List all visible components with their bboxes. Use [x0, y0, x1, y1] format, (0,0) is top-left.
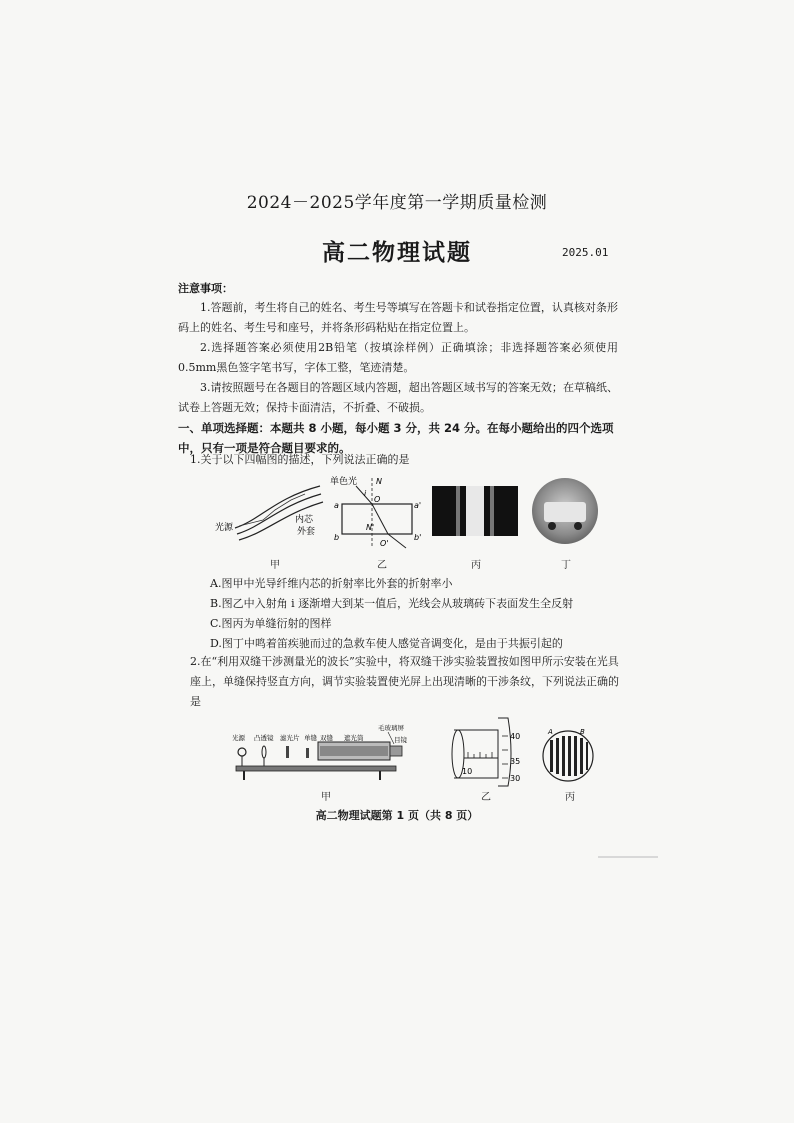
exam-title: 2024－2025学年度第一学期质量检测 — [246, 193, 548, 213]
figure-micrometer-scale — [446, 712, 526, 788]
normal-N-label: N — [376, 477, 382, 486]
figure-glass-block — [330, 474, 430, 550]
notice-item-2: 2.选择题答案必须使用2B铅笔（按填涂样例）正确填涂；非选择题答案必须使用0.5mm黑色签字笔书写，字体工整，笔迹清楚。 — [178, 341, 618, 374]
bench-tube-label: 遮光筒 — [344, 734, 364, 742]
q2-caption-yi: 乙 — [481, 792, 491, 803]
corner-b-label: b — [334, 533, 340, 542]
q1-caption-bing: 丙 — [471, 560, 481, 571]
bench-filter-label: 滤光片 — [280, 734, 300, 742]
bench-single-slit-label: 单缝 — [304, 734, 317, 742]
q1-caption-jia: 甲 — [270, 560, 280, 571]
scale-35-label: 35 — [510, 757, 521, 766]
figure-diffraction-pattern — [432, 486, 518, 536]
q1-option-b: B.图乙中入射角 i 逐渐增大到某一值后，光线会从玻璃砖下表面发生全反射 — [210, 597, 574, 610]
q1-caption-ding: 丁 — [561, 560, 571, 571]
fringe-B-label: B — [580, 728, 585, 736]
figure-optical-fiber — [215, 478, 325, 544]
point-O2-label: O' — [380, 539, 389, 548]
scale-10-label: 10 — [462, 767, 473, 776]
q1-option-c: C.图丙为单缝衍射的图样 — [210, 617, 332, 630]
exam-subtitle: 高二物理试题 — [322, 239, 472, 266]
fiber-cladding-label: 外套 — [297, 527, 316, 537]
corner-a-label: a — [334, 501, 339, 510]
section-1-heading: 一、单项选择题：本题共 8 小题，每小题 3 分，共 24 分。在每小题给出的四个选项中，只有一项是符合题目要求的。 — [178, 421, 614, 455]
notice-item-1: 1.答题前，考生将自己的姓名、考生号等填写在答题卡和试卷指定位置，认真核对条形码上的姓名、考生号和座号，并将条形码粘贴在指定位置上。 — [178, 301, 618, 334]
bench-double-slit-label: 双缝 — [320, 734, 333, 742]
question-2-stem: 2.在“利用双缝干涉测量光的波长”实验中，将双缝干涉实验装置按如图甲所示安装在光具座上，单缝保持竖直方向，调节实验装置使光屏上出现清晰的干涉条纹，下列说法正确的是 — [190, 655, 619, 708]
bench-lens-label: 凸透镜 — [254, 734, 274, 742]
notice-item-3: 3.请按照题号在各题目的答题区域内答题，超出答题区域书写的答案无效；在草稿纸、试卷上答题无效；保持卡面清洁，不折叠、不破损。 — [178, 381, 618, 414]
bench-eyepiece-label: 目镜 — [394, 736, 407, 744]
q1-option-d: D.图丁中鸣着笛疾驰而过的急救车使人感觉音调变化，是由于共振引起的 — [210, 637, 563, 650]
mono-light-label: 单色光 — [330, 477, 358, 487]
scale-40-label: 40 — [510, 732, 521, 741]
exam-date: 2025.01 — [562, 246, 609, 259]
q2-caption-bing: 丙 — [565, 792, 575, 803]
fiber-source-label: 光源 — [215, 523, 234, 533]
q1-caption-yi: 乙 — [377, 560, 387, 571]
point-O-label: O — [374, 495, 381, 504]
scan-artifact-line — [598, 856, 658, 858]
figure-optical-bench — [228, 722, 428, 784]
fringe-A-label: A — [548, 728, 553, 736]
figure-ambulance-photo — [532, 478, 598, 544]
bench-light-source-label: 光源 — [232, 734, 245, 742]
corner-a2-label: a' — [414, 501, 422, 510]
scale-30-label: 30 — [510, 774, 521, 783]
page-footer: 高二物理试题第 1 页（共 8 页） — [315, 809, 479, 822]
figure-interference-fringes — [538, 724, 598, 784]
q1-option-a: A.图甲中光导纤维内芯的折射率比外套的折射率小 — [210, 577, 453, 590]
normal-N2-label: N' — [366, 523, 375, 532]
angle-i-label: i — [364, 489, 367, 498]
question-1-stem: 1.关于以下四幅图的描述，下列说法正确的是 — [190, 453, 410, 466]
bench-screen-label: 毛玻璃屏 — [378, 724, 404, 732]
corner-b2-label: b' — [414, 533, 422, 542]
fiber-core-label: 内芯 — [295, 515, 314, 525]
q2-caption-jia: 甲 — [321, 792, 331, 803]
notice-heading: 注意事项： — [178, 282, 233, 295]
